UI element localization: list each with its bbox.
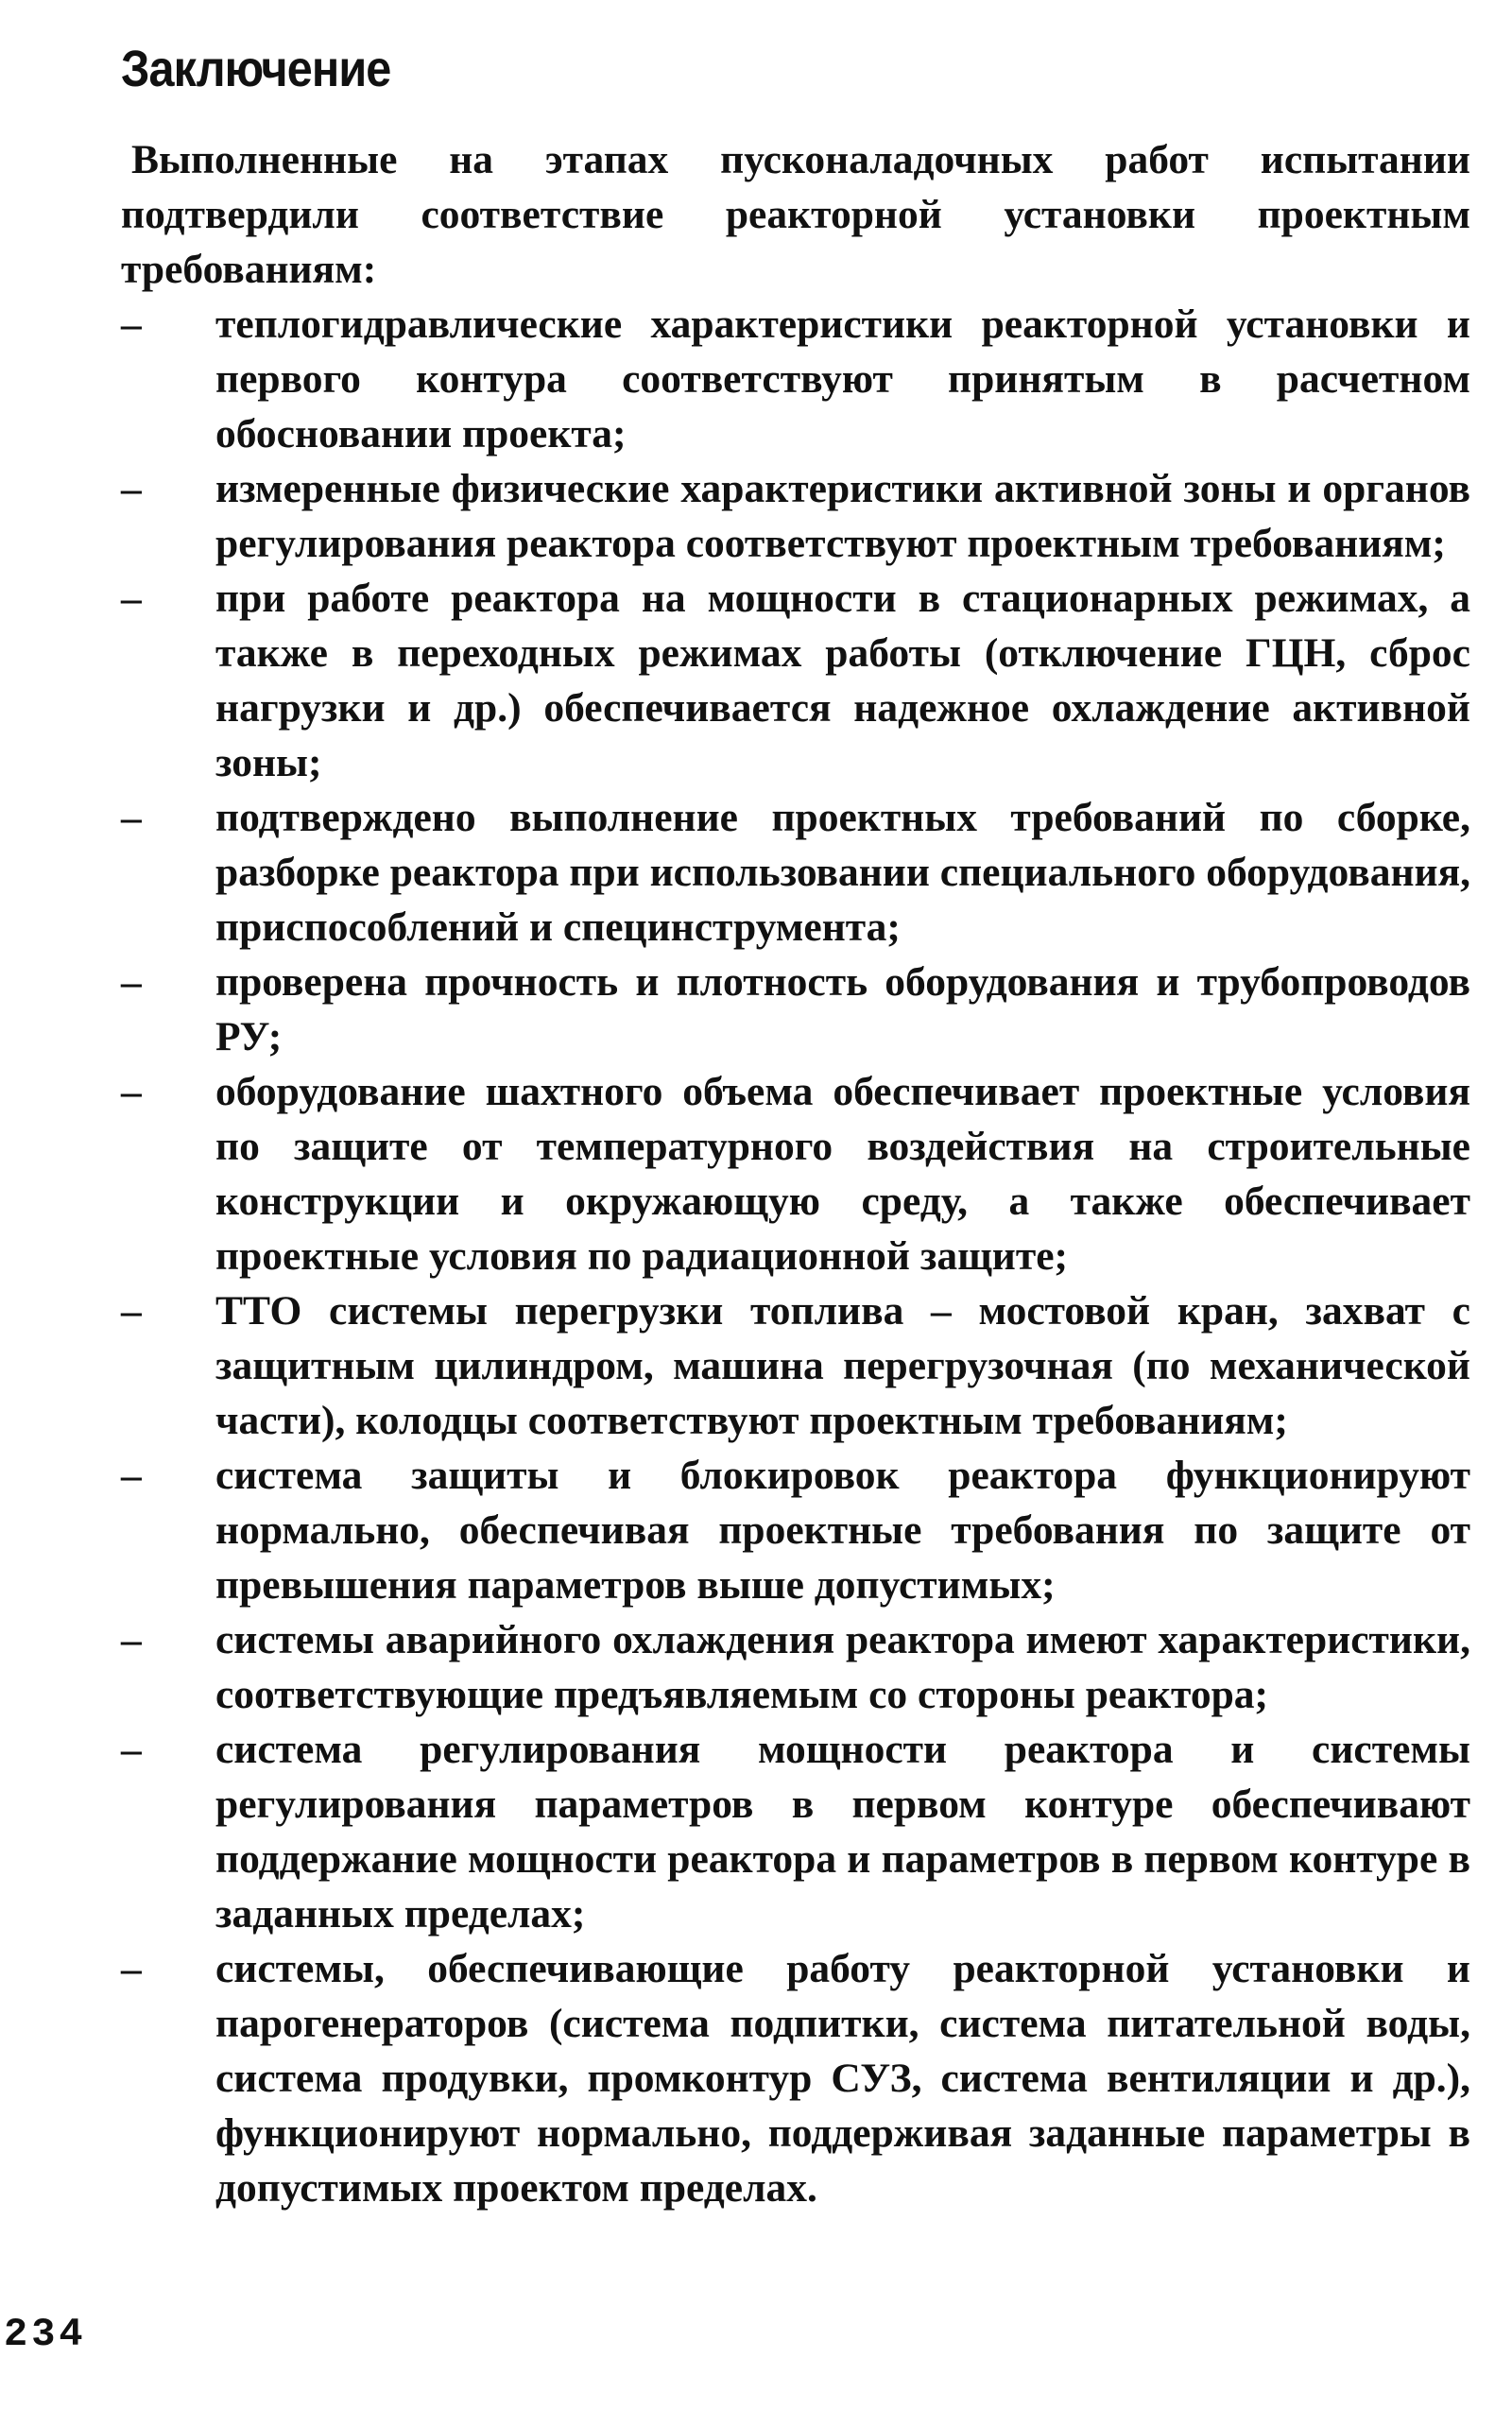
list-item xyxy=(121,1283,1470,1448)
dash-marker: – xyxy=(121,1288,142,1334)
list-item-text: система регулирования мощности реактора и системы регулирования параметров в первом контуре обеспечивают поддержание мощности реактора и параметров в первом контуре в заданных пределах; xyxy=(215,1727,1470,1937)
dash-marker: – xyxy=(121,1946,142,1991)
list-item xyxy=(121,955,1470,1064)
list-item xyxy=(121,1722,1470,1941)
list-item xyxy=(121,790,1470,955)
list-item-text: проверена прочность и плотность оборудования и трубопроводов РУ; xyxy=(215,959,1470,1059)
list-item xyxy=(121,297,1470,461)
intro-paragraph: Выполненные на этапах пусконаладочных работ испытании подтвердили соответствие реакторной установки проектным требованиям: xyxy=(121,137,1470,292)
list-item xyxy=(121,571,1470,790)
dash-marker: – xyxy=(121,1617,142,1662)
dash-marker: – xyxy=(121,1069,142,1114)
dash-marker: – xyxy=(121,795,142,840)
list-item xyxy=(121,1064,1470,1283)
list-item xyxy=(121,461,1470,571)
page-number: 234 xyxy=(4,2312,87,2357)
list-item xyxy=(121,1941,1470,2215)
dash-marker: – xyxy=(121,959,142,1005)
list-item-text: системы, обеспечивающие работу реакторной установки и парогенераторов (система подпитки, система питательной воды, система продувки, промконтур СУЗ, система вентиляции и др.), функционируют нормально, поддерживая заданные параметры в допустимых проектом пределах. xyxy=(215,1946,1470,2211)
list-item-text: системы аварийного охлаждения реактора имеют характеристики, соответствующие предъявляемым со стороны реактора; xyxy=(215,1617,1470,1717)
list-item-text: подтверждено выполнение проектных требований по сборке, разборке реактора при использовании специального оборудования, приспособлений и специнструмента; xyxy=(215,795,1471,950)
list-item-text: ТТО системы перегрузки топлива – мостовой кран, захват с защитным цилиндром, машина перегрузочная (по механической части), колодцы соответствуют проектным требованиям; xyxy=(215,1288,1470,1443)
dash-marker: – xyxy=(121,1453,142,1498)
list-item-text: система защиты и блокировок реактора функционируют нормально, обеспечивая проектные требования по защите от превышения параметров выше допустимых; xyxy=(215,1453,1470,1608)
list-item-text: при работе реактора на мощности в стационарных режимах, а также в переходных режимах работы (отключение ГЦН, сброс нагрузки и др.) обеспечивается надежное охлаждение активной зоны; xyxy=(215,576,1470,785)
dash-marker: – xyxy=(121,301,142,347)
dash-marker: – xyxy=(121,576,142,621)
list-item-text: оборудование шахтного объема обеспечивает проектные условия по защите от температурного воздействия на строительные конструкции и окружающую среду, а также обеспечивает проектные условия по радиационной защите; xyxy=(215,1069,1470,1279)
dash-marker: – xyxy=(121,1727,142,1772)
list-item-text: теплогидравлические характеристики реакторной установки и первого контура соответствуют принятым в расчетном обосновании проекта; xyxy=(215,301,1470,456)
conclusion-list xyxy=(121,297,1470,2215)
list-item xyxy=(121,1612,1470,1722)
list-item xyxy=(121,1448,1470,1612)
body-text xyxy=(121,132,1470,2215)
list-item-text: измеренные физические характеристики активной зоны и органов регулирования реактора соответствуют проектным требованиям; xyxy=(215,466,1470,566)
dash-marker: – xyxy=(121,466,142,511)
section-heading: Заключение xyxy=(121,41,391,97)
